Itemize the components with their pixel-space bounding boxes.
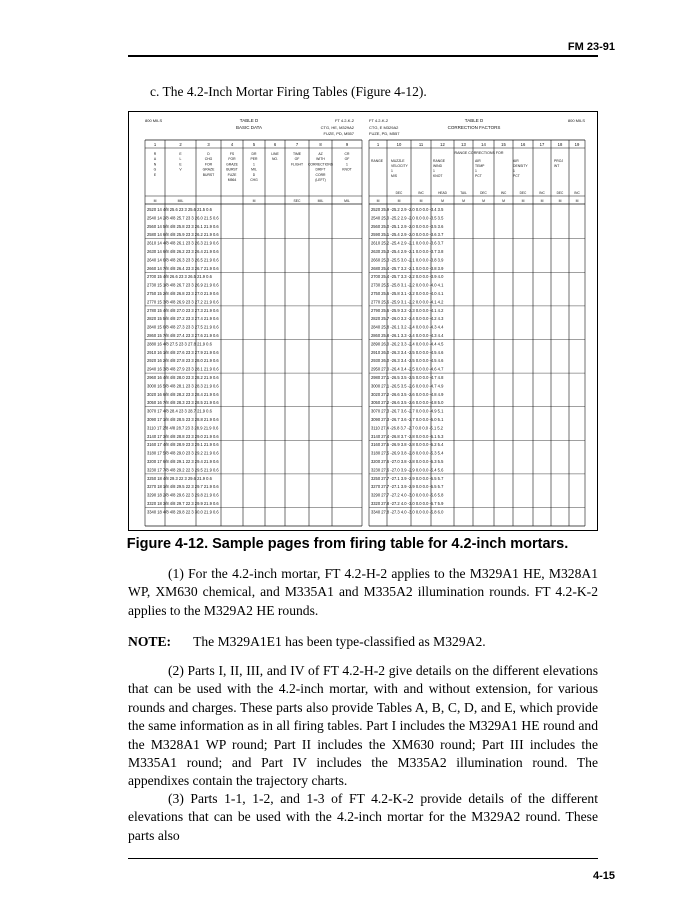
right-col-number: 1 <box>376 142 380 147</box>
right-col-head: VELOCITY <box>391 164 408 168</box>
left-col-head: E <box>153 172 157 177</box>
left-col-head: OF <box>294 157 300 162</box>
left-col-head: CORRECTIONS <box>307 162 334 167</box>
right-col-head: M/S <box>391 174 398 178</box>
right-col-number: 14 <box>481 142 486 147</box>
left-data-row: 2750 15 2/8 4/8 26.8 23 3 27.0 21.9 0.6 <box>147 291 219 296</box>
right-data-row: 2560 25.0 -25.1 2.9 -2.0 0.0 0.0 -3.5 3.6 <box>371 223 444 229</box>
left-unit-label: SEC <box>293 199 301 203</box>
left-col-head: CR <box>344 152 350 156</box>
left-col-head: FOR <box>228 157 236 162</box>
left-data-row: 2730 15 1/8 4/8 26.7 23 3 26.9 21.9 0.6 <box>147 282 219 288</box>
left-unit-label: MIL <box>317 199 324 203</box>
manual-code: FM 23-91 <box>567 41 615 53</box>
note-label: NOTE: <box>128 634 172 649</box>
figure-caption: Figure 4-12. Sample pages from firing table for 4.2-inch mortars. <box>126 536 569 552</box>
left-col-head: OF <box>344 157 350 162</box>
right-col-head: RANGE <box>371 159 384 163</box>
left-data-row: 3160 17 4/8 4/8 28.9 23 3 29.1 21.9 0.6 <box>147 442 219 448</box>
right-unit-label: M <box>376 199 380 203</box>
section-heading: c. The 4.2-Inch Mortar Firing Tables (Figure 4-12). <box>150 84 427 99</box>
left-data-row: 3050 16 7/8 4/8 28.3 23 3 28.5 21.9 0.6 <box>147 400 219 406</box>
left-table-label: TABLE D <box>239 118 259 123</box>
right-sub-head: INC <box>418 191 424 195</box>
left-col-head: N <box>153 162 157 167</box>
left-col-head: DR <box>251 152 257 156</box>
left-data-row: 3070 17 4/8 28.4 23 3 28.7 21.9 0.6 <box>147 408 212 414</box>
right-data-row: 3230 27.6 -27.0 3.9 -2.9 0.0 0.0 -5.4 5.6 <box>371 467 444 473</box>
right-sub-head: DEC <box>395 191 403 195</box>
left-col-number: 3 <box>207 142 210 147</box>
right-data-row: 3340 27.8 -27.3 4.0 -3.0 0.0 0.0 -5.8 6.0 <box>371 509 444 515</box>
left-col-head: AZ <box>318 152 323 156</box>
right-data-row: 2660 25.3 -25.5 3.0 -2.1 0.0 0.0 -3.8 3.9 <box>371 257 444 263</box>
right-unit-label: M <box>521 199 525 203</box>
left-data-row: 2770 15 3/8 4/8 26.9 23 3 27.2 21.9 0.6 <box>147 299 219 305</box>
left-data-row: 3090 17 1/8 4/8 28.5 23 3 28.8 21.9 0.6 <box>147 417 219 422</box>
right-sub-head: DEC <box>480 191 487 195</box>
note <box>128 633 598 651</box>
right-data-row: 3320 27.8 -27.2 4.0 -3.0 0.0 0.0 -5.7 5.9 <box>371 501 444 506</box>
left-col-head: WITH <box>316 157 325 162</box>
left-col-head: D <box>252 172 256 177</box>
right-cartridge-label: CTG, E M329A2 <box>369 125 399 130</box>
left-data-row: 3020 16 6/8 4/8 28.2 23 3 28.4 21.9 0.6 <box>147 391 219 397</box>
left-col-head: MIL <box>251 167 257 172</box>
right-data-row: 2540 25.0 -25.2 2.9 -2.0 0.0 0.0 -3.5 3.5 <box>371 215 444 221</box>
left-data-row: 2920 16 2/8 4/8 27.8 23 3 28.0 21.9 0.6 <box>147 358 219 364</box>
right-group-head: RANGE CORRECTIONS FOR <box>454 151 504 155</box>
right-data-row: 2790 25.6 -25.9 3.2 -2.3 0.0 0.0 -4.1 4.2 <box>371 307 444 313</box>
left-data-row: 3230 17 7/8 4/8 29.2 22 3 29.5 21.9 0.6 <box>147 467 219 473</box>
left-unit-label: MIL <box>344 199 350 203</box>
left-col-number: 5 <box>252 142 256 147</box>
right-col-head: PCT <box>475 174 482 178</box>
left-data-row: 3340 18 4/8 4/8 29.8 22 3 30.0 21.9 0.6 <box>147 509 219 515</box>
left-col-number: 6 <box>273 142 277 147</box>
right-col-head: PCT <box>513 174 520 178</box>
right-data-row: 2980 27.1 -26.5 3.5 -2.5 0.0 0.0 -4.7 4.8 <box>371 375 444 380</box>
right-data-row: 2730 25.5 -25.8 3.1 -2.2 0.0 0.0 -4.0 4.1 <box>371 282 444 288</box>
right-unit-label: M <box>575 199 579 203</box>
right-col-number: 17 <box>539 142 545 147</box>
left-col-head: FS <box>229 152 235 156</box>
left-data-row: 2540 14 2/8 4/8 25.7 23 3 26.0 21.5 0.6 <box>147 215 219 221</box>
right-col-head: AIR <box>475 159 481 163</box>
right-col-number: 10 <box>396 142 402 147</box>
left-col-head: L <box>179 157 182 162</box>
right-data-row: 2700 25.4 -25.7 3.3 -2.2 0.0 0.0 -3.9 4.0 <box>371 274 444 280</box>
left-col-head: KNOT <box>342 167 352 172</box>
right-table-label: TABLE D <box>464 118 484 123</box>
right-col-head: WIND <box>433 164 443 168</box>
left-col-head: D <box>207 152 210 156</box>
left-col-head: CORR <box>315 172 326 177</box>
left-data-row: 3320 18 3/8 4/8 29.7 22 3 29.9 21.9 0.6 <box>147 501 219 506</box>
right-unit-label: M <box>558 199 562 203</box>
right-fuze-label: FUZE, PD, M557 <box>369 131 400 136</box>
left-col-number: 1 <box>153 142 157 147</box>
left-col-head: LINE <box>271 152 279 156</box>
left-data-row: 3290 18 2/8 4/8 29.6 22 3 29.8 21.9 0.6 <box>147 492 219 498</box>
left-unit-label: M <box>252 199 256 203</box>
right-col-head: WT <box>554 164 560 168</box>
left-data-row: 2520 14 4/8 25.6 23 3 25.6 21.5 0.6 <box>147 207 212 212</box>
left-col-head: V <box>179 167 182 172</box>
right-unit-label: M <box>419 199 423 203</box>
left-data-row: 2880 16 4/8 27.5 23 3 27.8 21.9 0.6 <box>147 341 212 347</box>
right-col-number: 13 <box>461 142 466 147</box>
left-data-row: 2630 14 6/8 4/8 26.2 23 3 26.4 21.9 0.6 <box>147 249 219 254</box>
right-data-row: 2840 25.8 -26.1 3.2 -2.4 0.0 0.0 -4.3 4.4 <box>371 324 444 330</box>
right-data-row: 2680 25.4 -25.7 3.2 -2.1 0.0 0.0 -3.8 3.9 <box>371 265 444 271</box>
left-col-head: A <box>153 157 157 162</box>
right-col-head: 1 <box>475 169 477 173</box>
left-col-head: PER <box>250 157 258 162</box>
left-col-head: BURST <box>202 172 215 177</box>
left-fuze-label: FUZE, PD, M557 <box>323 131 354 136</box>
right-data-row: 2610 25.2 -25.4 2.9 -2.1 0.0 0.0 -3.6 3.7 <box>371 240 444 246</box>
right-unit-label: M <box>502 199 505 203</box>
left-data-row: 2940 16 3/8 4/8 27.9 23 3 28.1 21.9 0.6 <box>147 366 219 372</box>
right-sub-head: DEC <box>556 191 564 195</box>
left-data-row: 3200 17 6/8 4/8 29.1 22 3 29.4 21.9 0.6 <box>147 459 219 464</box>
left-col-head: 1 <box>253 162 255 167</box>
right-col-number: 11 <box>418 142 424 147</box>
right-col-head: 1 <box>433 169 435 173</box>
right-col-number: 12 <box>440 142 445 147</box>
right-data-row: 2950 27.0 -26.4 3.4 -2.5 0.0 0.0 -4.6 4.7 <box>371 366 444 372</box>
right-unit-label: M <box>441 199 444 203</box>
left-col-head: G <box>153 167 157 172</box>
firing-table-figure <box>128 111 598 531</box>
left-col-head: E <box>179 162 182 167</box>
left-col-number: 9 <box>345 142 349 147</box>
left-data-row: 2640 14 6/8 4/8 26.3 23 3 26.5 21.9 0.6 <box>147 257 219 263</box>
right-unit-label: M <box>540 199 544 203</box>
left-col-head: (LEFT) <box>315 178 326 182</box>
right-data-row: 2860 25.8 -26.1 3.3 -2.4 0.0 0.0 -4.3 4.4 <box>371 333 444 338</box>
right-col-number: 18 <box>557 142 563 147</box>
right-data-row: 2590 25.1 -25.4 2.9 -2.0 0.0 0.0 -3.6 3.7 <box>371 232 444 238</box>
left-data-row: 2780 15 4/8 4/8 27.0 23 3 27.3 21.9 0.6 <box>147 307 219 313</box>
left-col-head: DRIFT <box>315 167 326 172</box>
right-data-row: 2520 25.9 -25.2 2.9 -2.0 0.0 0.0 -3.4 3.5 <box>371 207 444 212</box>
left-col-number: 7 <box>295 142 299 147</box>
left-data-row: 2960 16 4/8 4/8 28.0 23 3 28.2 21.9 0.6 <box>147 375 219 380</box>
right-col-head: MUZZLE <box>391 159 405 163</box>
right-col-head: TEMP <box>475 164 485 168</box>
right-data-row: 2910 26.0 -26.3 3.4 -2.5 0.0 0.0 -4.5 4.6 <box>371 349 444 355</box>
footer-rule <box>128 858 598 859</box>
left-unit-label: M <box>153 199 157 203</box>
right-unit-label: M <box>397 199 401 203</box>
right-col-head: AIR <box>513 159 519 163</box>
right-data-row: 2820 25.7 -26.0 3.2 -2.4 0.0 0.0 -4.2 4.3 <box>371 316 444 322</box>
right-sub-head: INC <box>539 191 545 195</box>
left-col-head: FLIGHT <box>290 162 304 167</box>
left-data-row: 3180 17 5/8 4/8 29.0 23 3 29.2 21.9 0.6 <box>147 450 219 456</box>
right-data-row: 3020 27.2 -26.6 3.5 -2.6 0.0 0.0 -4.8 4.9 <box>371 391 444 397</box>
right-data-row: 3270 27.7 -27.1 3.9 -2.9 0.0 0.0 -5.5 5.7 <box>371 484 444 490</box>
right-col-head: 1 <box>513 169 515 173</box>
left-table-name: BASIC DATA <box>235 125 263 130</box>
left-col-number: 2 <box>179 142 182 147</box>
left-col-number: 4 <box>230 142 234 147</box>
right-data-row: 2630 25.3 -25.4 2.9 -2.1 0.0 0.0 -3.7 3.8 <box>371 249 444 254</box>
right-data-row: 3200 27.6 -27.0 3.8 -2.8 0.0 0.0 -5.3 5.5 <box>371 459 444 464</box>
left-unit-label: MIL <box>177 199 184 203</box>
right-data-row: 2770 25.6 -25.9 3.1 -2.2 0.0 0.0 -4.1 4.2 <box>371 299 444 305</box>
right-data-row: 3160 27.5 -26.9 3.8 -2.8 0.0 0.0 -5.2 5.4 <box>371 442 444 448</box>
right-unit-label: M <box>482 199 485 203</box>
right-data-row: 3090 27.3 -26.7 3.6 -2.7 0.0 0.0 -5.0 5.1 <box>371 417 444 422</box>
right-data-row: 3290 27.7 -27.2 4.0 -3.0 0.0 0.0 -5.6 5.8 <box>371 492 444 498</box>
right-sub-head: HEAD <box>438 191 447 195</box>
left-col-head: FOR <box>204 162 213 167</box>
left-data-row: 3000 16 5/8 4/8 28.1 23 3 28.3 21.9 0.6 <box>147 383 219 389</box>
note-text: The M329A1E1 has been type-classified as M329A2. <box>193 634 486 649</box>
right-col-head: KNOT <box>433 174 443 178</box>
left-data-row: 2860 15 7/8 4/8 27.4 23 3 27.6 21.9 0.6 <box>147 333 219 338</box>
left-col-head: GRAZE <box>226 162 238 167</box>
right-unit-label: M <box>462 199 465 203</box>
firing-table-drawing <box>129 112 599 532</box>
right-corner-label: 800 MILS <box>567 118 585 123</box>
paragraph-3: (3) Parts 1-1, 1-2, and 1-3 of FT 4.2-K-2 provide details of the different elevations that can be used with the 4.2-inch mortar for the M329A2 round. These parts also <box>128 791 598 843</box>
right-data-row: 3140 27.4 -26.8 3.7 -2.8 0.0 0.0 -5.1 5.3 <box>371 433 444 439</box>
right-sub-head: DEC <box>519 191 527 195</box>
left-col-head: E <box>179 152 182 156</box>
left-data-row: 2580 14 6/8 4/8 25.9 23 3 26.2 21.9 0.6 <box>147 232 219 238</box>
right-col-number: 15 <box>501 142 506 147</box>
right-data-row: 2750 25.6 -25.8 3.1 -2.2 0.0 0.0 -4.0 4.1 <box>371 291 444 296</box>
left-data-row: 3140 17 3/8 4/8 28.8 23 3 29.0 21.9 0.6 <box>147 433 219 439</box>
left-col-head: FUZE <box>227 172 237 177</box>
right-sub-head: INC <box>574 191 580 195</box>
right-data-row: 2890 26.0 -26.2 3.3 -2.4 0.0 0.0 -4.4 4.5 <box>371 341 444 347</box>
left-data-row: 2820 15 5/8 4/8 27.2 23 3 27.4 21.9 0.6 <box>147 316 219 322</box>
left-col-head: TIME <box>292 152 302 156</box>
right-data-row: 3110 27.4 -26.8 3.7 -2.7 0.0 0.0 -5.1 5.2 <box>371 425 444 431</box>
right-col-head: PROJ <box>554 159 564 163</box>
left-data-row: 3270 18 1/8 4/8 29.5 22 3 29.7 21.9 0.6 <box>147 484 219 490</box>
right-col-head: 1 <box>391 169 393 173</box>
left-data-row: 2910 16 1/8 4/8 27.6 23 3 27.9 21.9 0.6 <box>147 349 219 355</box>
right-data-row: 3180 27.5 -26.9 3.8 -2.8 0.0 0.0 -5.3 5.4 <box>371 450 444 456</box>
left-col-head: 1 <box>346 162 348 167</box>
left-data-row: 2560 14 5/8 4/8 25.8 23 3 26.1 21.9 0.6 <box>147 223 219 229</box>
right-data-row: 3000 27.1 -26.5 3.5 -2.6 0.0 0.0 -4.7 4.9 <box>371 383 444 389</box>
left-ft-label: FT 4.2-K-2 <box>334 118 354 123</box>
paragraph-2: (2) Parts I, II, III, and IV of FT 4.2-H-2 give details on the different elevations that can be used with the 4.2-inch mortar, with and without extension, for various rounds and charges. These parts also provide Tables A, B, C, D, and E, which provide the same information as in all firing tables. Part I includes the M329A1 HE round and the M328A1 WP round; Part II includes the XM630 round; Part III includes the M335A1 round; and Part IV includes the M335A2 illumination round. The appendixes contain the trajectory charts. <box>128 663 598 789</box>
right-data-row: 3070 27.3 -26.7 3.6 -2.7 0.0 0.0 -4.9 5.1 <box>371 408 444 414</box>
left-data-row: 2840 15 6/8 4/8 27.3 23 3 27.5 21.9 0.6 <box>147 324 219 330</box>
left-col-number: 8 <box>319 142 322 147</box>
right-col-number: 16 <box>520 142 526 147</box>
left-col-head: CHG <box>250 178 258 182</box>
right-sub-head: TAIL <box>460 191 467 195</box>
left-col-head: R <box>153 152 157 156</box>
right-col-number: 19 <box>574 142 580 147</box>
left-data-row: 3110 17 2/8 4/8 28.7 23 3 28.9 21.9 0.6 <box>147 425 219 431</box>
right-table-name: CORRECTION FACTORS <box>447 125 501 130</box>
right-ft-label: FT 4.2-K-2 <box>369 118 389 123</box>
left-data-row: 3250 18 4/8 29.3 22 3 29.6 21.9 0.6 <box>147 475 212 481</box>
right-col-head: RANGE <box>433 159 446 163</box>
left-col-head: NO. <box>271 157 279 162</box>
right-data-row: 3050 27.2 -26.6 3.5 -2.6 0.0 0.0 -4.8 5.0 <box>371 400 444 406</box>
header-rule <box>128 55 598 57</box>
right-data-row: 2930 26.0 -26.3 3.4 -2.5 0.0 0.0 -4.5 4.6 <box>371 358 444 364</box>
left-col-head: BURST <box>226 167 238 172</box>
left-data-row: 2610 14 4/8 4/8 26.1 23 3 26.3 21.9 0.6 <box>147 240 219 246</box>
right-sub-head: INC <box>500 191 507 195</box>
left-col-head: GRAZE <box>202 167 215 172</box>
left-col-head: CHG <box>204 157 213 162</box>
page-number: 4-15 <box>592 870 615 882</box>
left-data-row: 2660 14 7/8 4/8 26.4 23 3 26.7 21.9 0.6 <box>147 265 219 271</box>
left-corner-label: 800 MILS <box>145 118 163 123</box>
right-col-head: DENSITY <box>513 164 528 168</box>
left-col-head: M564 <box>227 178 237 182</box>
left-cartridge-label: CTG, HE, M329A2 <box>320 125 354 130</box>
paragraph-1: (1) For the 4.2-inch mortar, FT 4.2-H-2 applies to the M329A1 HE, M328A1 WP, XM630 chemical, and M335A1 and M335A2 illumination rounds. FT 4.2-K-2 applies to the M329A2 HE rounds. <box>128 566 598 618</box>
right-data-row: 3250 27.7 -27.1 3.9 -2.9 0.0 0.0 -5.5 5.7 <box>371 475 444 481</box>
left-data-row: 2700 15 4/8 26.6 23 3 26.5 21.9 0.6 <box>147 274 212 280</box>
